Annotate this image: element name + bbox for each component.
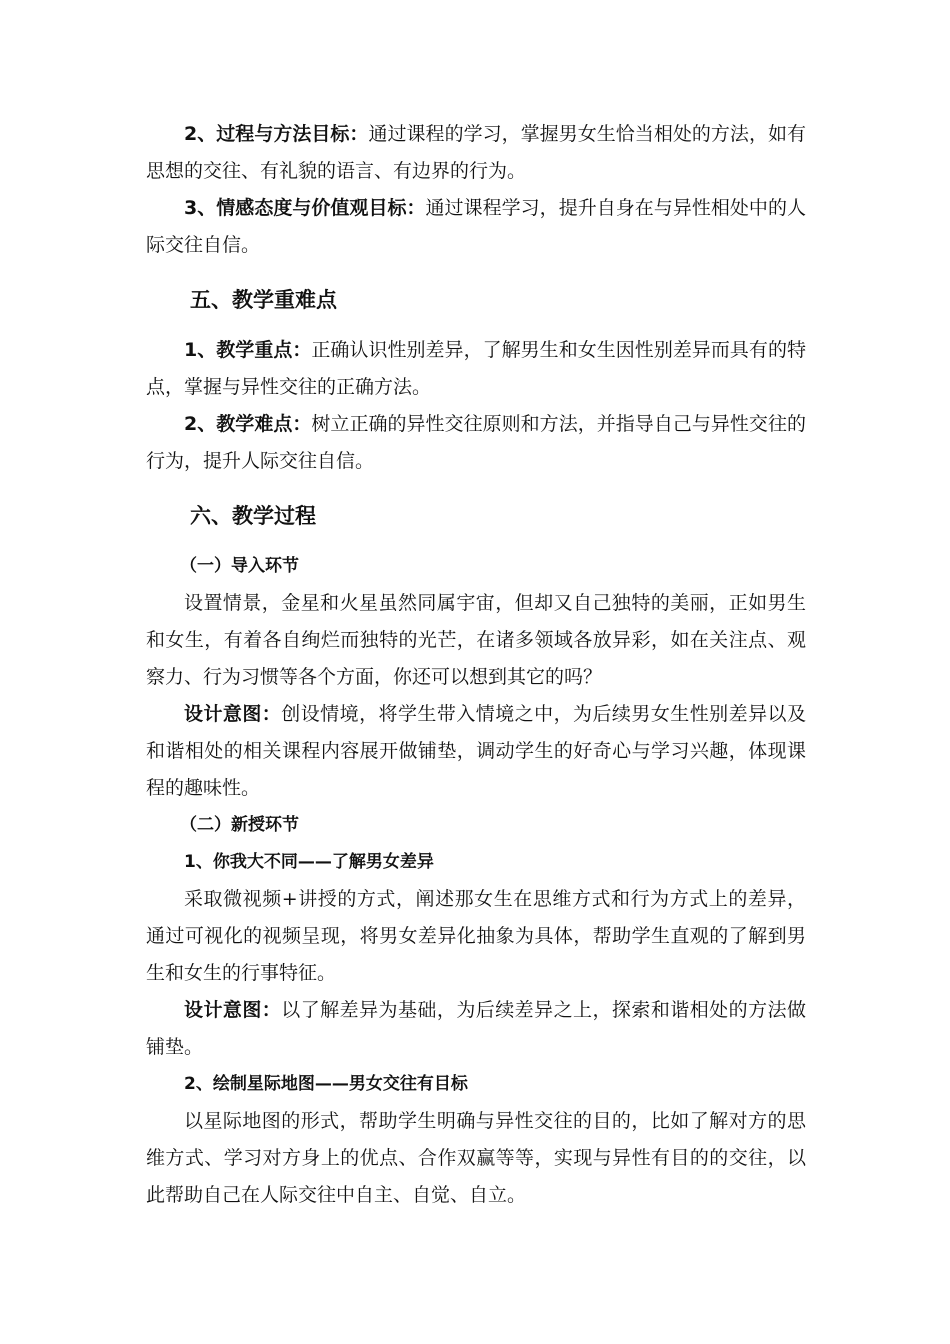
difficulty-paragraph (146, 406, 806, 480)
part1-design-paragraph (146, 696, 806, 807)
difficulty-label: 2、教学难点： (184, 413, 312, 435)
section6-heading: 六、教学过程 (190, 504, 316, 528)
item1-design-label: 设计意图： (184, 999, 282, 1021)
emotion-goal-label: 3、情感态度与价值观目标： (184, 197, 426, 219)
process-goal-text: 通过课程的学习，掌握男女生恰当相处的方法，如有思想的交往、有礼貌的语言、有边界的行为。 (146, 123, 806, 182)
part2-heading: （二）新授环节 (180, 815, 299, 835)
emotion-goal-text: 通过课程学习，提升自身在与异性相处中的人际交往自信。 (146, 197, 806, 256)
key-point-text: 正确认识性别差异，了解男生和女生因性别差异而具有的特点，掌握与异性交往的正确方法。 (146, 339, 806, 398)
section5-heading: 五、教学重难点 (190, 288, 337, 312)
item2-heading: 2、绘制星际地图——男女交往有目标 (184, 1074, 468, 1094)
document-page (146, 116, 806, 1214)
emotion-goal-paragraph (146, 190, 806, 264)
item1-heading: 1、你我大不同——了解男女差异 (184, 852, 434, 872)
part1-paragraph: 设置情景，金星和火星虽然同属宇宙，但却又自己独特的美丽，正如男生和女生，有着各自绚烂而独特的光芒，在诸多领域各放异彩，如在关注点、观察力、行为习惯等各个方面，你还可以想到其它的吗？ (146, 592, 806, 688)
item2-paragraph: 以星际地图的形式，帮助学生明确与异性交往的目的，比如了解对方的思维方式、学习对方身上的优点、合作双赢等等，实现与异性有目的的交往，以此帮助自己在人际交往中自主、自觉、自立。 (146, 1110, 806, 1206)
part1-design-text: 创设情境，将学生带入情境之中，为后续男女生性别差异以及和谐相处的相关课程内容展开做铺垫，调动学生的好奇心与学习兴趣，体现课程的趣味性。 (146, 703, 806, 799)
part1-design-label: 设计意图： (184, 703, 282, 725)
part1-heading: （一）导入环节 (180, 556, 299, 576)
difficulty-text: 树立正确的异性交往原则和方法，并指导自己与异性交往的行为，提升人际交往自信。 (146, 413, 806, 472)
item1-paragraph: 采取微视频+讲授的方式，阐述那女生在思维方式和行为方式上的差异，通过可视化的视频呈现，将男女差异化抽象为具体，帮助学生直观的了解到男生和女生的行事特征。 (146, 888, 806, 984)
item1-design-text: 以了解差异为基础，为后续差异之上，探索和谐相处的方法做铺垫。 (146, 999, 806, 1058)
key-point-label: 1、教学重点： (184, 339, 312, 361)
item1-design-paragraph (146, 992, 806, 1066)
key-point-paragraph (146, 332, 806, 406)
process-goal-label: 2、过程与方法目标： (184, 123, 369, 145)
process-goal-paragraph (146, 116, 806, 190)
